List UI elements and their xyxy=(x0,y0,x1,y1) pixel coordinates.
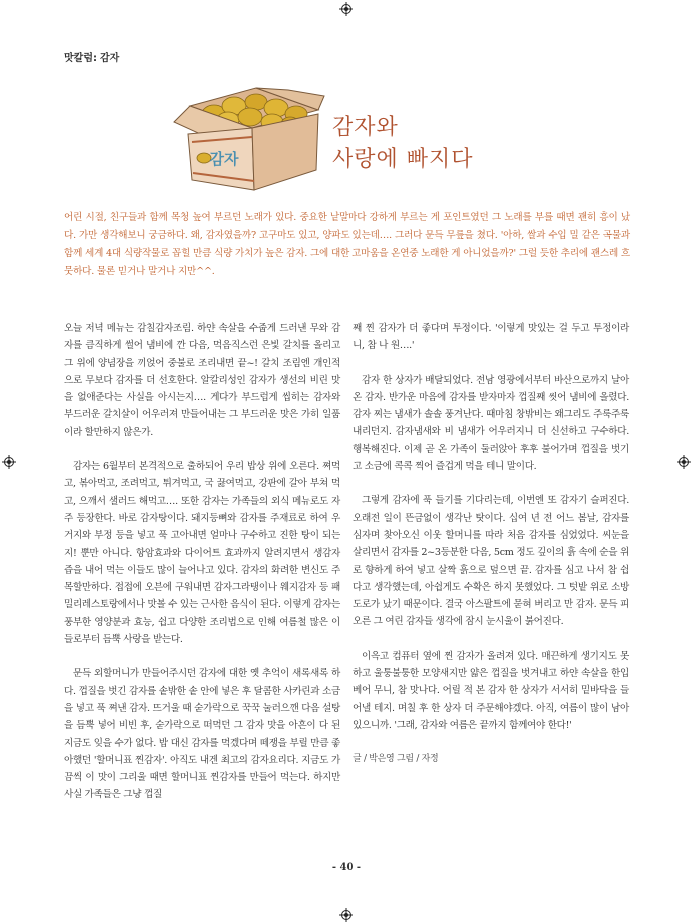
body-paragraph: 그렇게 감자에 푹 들기를 기다리는데, 이번엔 또 감자기 슬퍼진다. 오래전 일이 뜬금없이 생각난 탓이다. 십여 년 전 어느 봄날, 감자를 심자며 찾아오신 이웃 할머니를 따라 처음 감자를 심었었다. 씨눈을 살리면서 감자를 2~3등분한 다음, 5cm 정도 깊이의 흙 속에 순을 위로 향하게 하여 넣고 살짝 흙으로 덮으면 끝. 감자를 심고 나서 참 쉽다고 생각했는데, 아쉽게도 수확은 하지 못했었다. 그 텃밭 위로 소방도로가 났기 때문이다. 결국 아스팔트에 묻혀 버리고 만 감자. 문득 피오른 그 여린 감자들 생각에 잠시 눈시울이 붉어진다. xyxy=(353,495,629,628)
registration-mark-bottom xyxy=(339,908,353,922)
section-name: 맛칼럼 xyxy=(64,53,93,64)
section-label: 맛칼럼: 감자 xyxy=(64,53,120,64)
potato-box-illustration xyxy=(168,84,328,200)
title-line-2: 사랑에 빠지다 xyxy=(332,147,474,172)
body-paragraph: 째 찐 감자가 더 좋다며 투정이다. '이렇게 맛있는 걸 두고 투정이라니, 참 나 원….' xyxy=(353,323,629,352)
right-column xyxy=(353,320,629,786)
registration-mark-right xyxy=(677,455,691,469)
registration-mark-top xyxy=(339,2,353,16)
box-label-text: 감자 xyxy=(209,150,239,168)
body-paragraph: 감자는 6월부터 본격적으로 출하되어 우리 밥상 위에 오른다. 쪄먹고, 볶아먹고, 조려먹고, 튀겨먹고, 국 끓여먹고, 강판에 갈아 부쳐 먹고, 으깨서 샐러드 해먹고…. 또한 감자는 가족들의 외식 메뉴로도 자주 등장한다. 바로 감자탕이다. 돼지등뼈와 감자를 주재료로 하여 우거지와 부정 등을 넣고 푹 고아내면 얼마나 구수하고 진한 탕이 되는지! 뿐만 아니다. 항암효과와 다이어트 효과까지 알려지면서 생감자즙을 내어 먹는 이들도 많이 늘어나고 있다. 감자의 화려한 변신도 주목할만하다. 접접에 오븐에 구워내면 감자그라탱이나 웨지감자 등 패밀리레스토랑에서나 맛볼 수 있는 근사한 음식이 된다. 이렇게 감자는 풍부한 영양분과 효능, 쉽고 다양한 조리법으로 인해 여름철 많은 이들로부터 듬뿍 사랑을 받는다. xyxy=(64,461,340,646)
body-paragraph: 감자 한 상자가 배달되었다. 전남 영광에서부터 바산으로까지 날아온 감자. 반가운 마음에 감자를 받자마자 껍질째 씻어 냄비에 올렸다. 감자 찌는 냄새가 솔솔 풍겨난다. 때마침 창밖비는 왜그리도 주룩주룩 내리던지. 감자냄새와 비 냄새가 어우러지니 더 신선하고 구수하다. 행복해진다. 이제 곧 온 가족이 둘러앉아 후후 불어가며 껍질을 벗기고 소금에 콕콕 찍어 즐겁게 먹을 테니 말이다. xyxy=(353,374,629,473)
section-topic: 감자 xyxy=(99,53,120,64)
registration-mark-left xyxy=(2,455,16,469)
intro-paragraph: 어린 시절, 친구들과 함께 목청 높여 부르던 노래가 있다. 중요한 낱말마다 강하게 부르는 게 포인트였던 그 노래를 부를 때면 괜히 흥이 났다. 가만 생각해보니 궁금하다. 왜, 감자였을까? 고구마도 있고, 양파도 있는데…. 그러다 문득 무릎을 쳤다. '아하, 쌀과 수입 밀 같은 곡물과 함께 세계 4대 식량작물로 꼽힐 만큼 식량 가치가 높은 감자. 그에 대한 고마움을 온연중 노래한 게 아니었을까?' 그럴 듯한 추리에 괜스레 흐뭇하다. 물론 믿거나 말거나 지만^^. xyxy=(64,212,630,277)
page-number: - 40 - xyxy=(331,862,362,873)
body-paragraph: 오늘 저녁 메뉴는 감칠감자조림. 하얀 속살을 수줍게 드러낸 무와 감자를 큼직하게 썰어 냄비에 깐 다음, 먹음직스런 은빛 갈치를 올리고 그 위에 양념장을 끼얹어 중불로 조리내면 끝~! 갈치 조림엔 개인적으로 무보다 감자를 더 선호한다. 알칼리성인 감자가 생선의 비린 맛을 없애준다는 사실을 아시는지…. 게다가 부드럽게 씹히는 감자와 부드러운 갈치살이 어우러져 만들어내는 그 부드러운 맛은 가히 일품이라 할만하지 않은가. xyxy=(64,323,340,438)
article-title xyxy=(332,112,474,176)
body-paragraph: 문득 외할머니가 만들어주시던 감자에 대한 옛 추억이 새록새록 하다. 껍질을 벗긴 감자를 솥밖한 솥 안에 넣은 후 달콤한 사카린과 소금을 넣고 푹 쪄낸 감자. 뜨거울 때 숟가락으로 꾹꾹 눌러으깬 다음 설탕을 듬뿍 넣어 비빈 후, 숟가락으로 떠먹던 그 감자 맛을 아흔이 다 된 지금도 잊을 수가 없다. 밥 대신 감자를 먹겠다며 떼쟁을 부릴 만큼 좋아했던 '할머니표 찐감자'. 아직도 내겐 최고의 감자요리다. 지금도 가끔씩 이 맛이 그리울 때면 할머니표 찐감자를 만들어 먹는다. 하지만 사실 가족들은 그냥 껍질 xyxy=(64,668,340,801)
author-credit: 글 / 박은영 그림 / 자정 xyxy=(353,754,439,765)
left-column xyxy=(64,320,340,821)
title-line-1: 감자와 xyxy=(332,115,399,140)
body-paragraph: 이윽고 컴퓨터 옆에 찐 감자가 올려져 있다. 매끈하게 생기지도 못하고 울퉁불퉁한 모양새지만 얇은 껍질을 벗겨내고 하얀 속살을 한입 베어 무니, 참 맛나다. 어릴 적 본 감자 한 상자가 서서히 밑바닥을 들어낼 테지. 며칠 후 한 상자 더 주문해야겠다. 아직, 여름이 많이 남아 있으니까. '그래, 감자와 여름은 끝까지 함께여야 한다!' xyxy=(353,650,629,731)
